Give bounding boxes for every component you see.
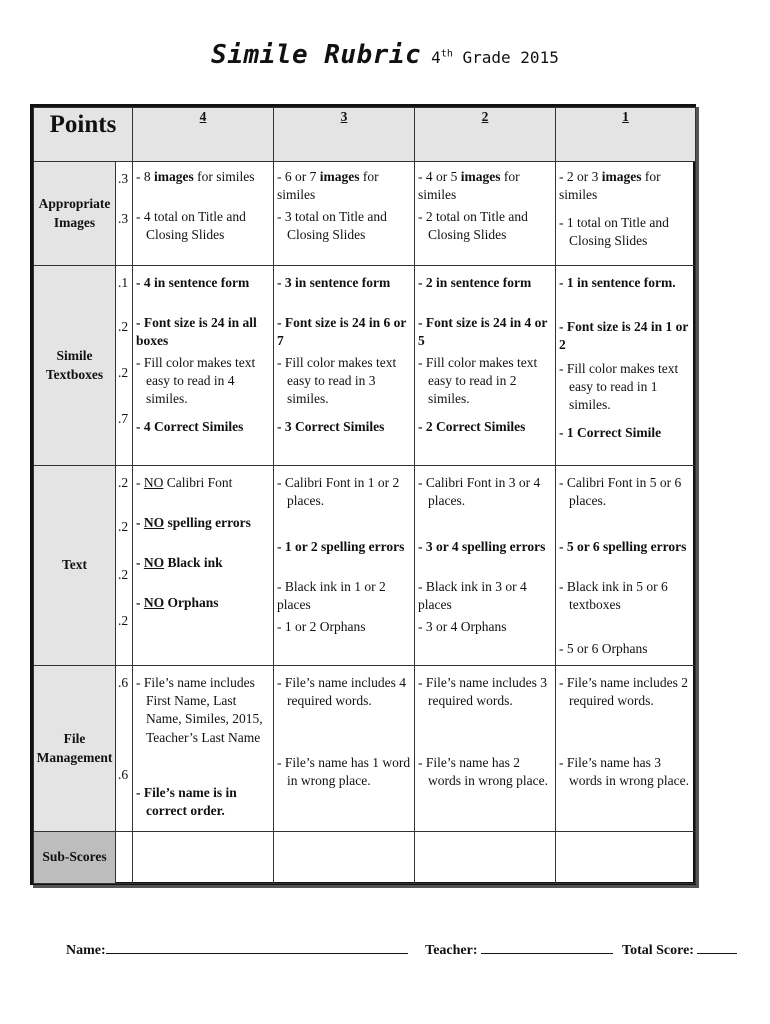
- header-score-1: 1: [556, 108, 696, 162]
- points-value: .6: [118, 675, 129, 690]
- cell-images-4: [133, 162, 274, 266]
- criterion-text: - 5 or 6 spelling errors: [559, 539, 687, 554]
- cell-textboxes-4: [133, 266, 274, 466]
- criterion-text: [559, 168, 692, 204]
- sub-score-cell-1[interactable]: [556, 832, 696, 884]
- row-sub-scores: [34, 832, 696, 884]
- cell-images-3: [274, 162, 415, 266]
- text-part: for similes: [277, 169, 379, 203]
- text-part: for similes: [193, 169, 255, 184]
- points-value: .3: [118, 211, 129, 226]
- criterion-text: - File’s name includes First Name, Last Name, Similes, 2015, Teacher’s Last Name: [136, 675, 263, 745]
- criterion-text: - 3 or 4 Orphans: [418, 619, 507, 634]
- cell-text-4: [133, 466, 274, 666]
- criterion-text: - 1 or 2 spelling errors: [277, 539, 405, 554]
- total-score-field-line[interactable]: [697, 940, 737, 954]
- criterion-text: - NO Calibri Font: [136, 475, 233, 490]
- cell-file-1: [556, 666, 696, 832]
- criterion-text: - Fill color makes text easy to read in 3 similes.: [277, 355, 397, 407]
- header-score-2: 2: [415, 108, 556, 162]
- grade-year: Grade 2015: [462, 48, 559, 67]
- text-bold: images: [319, 169, 360, 184]
- criterion-text: - Font size is 24 in 1 or 2: [559, 319, 689, 353]
- sub-score-cell-4[interactable]: [133, 832, 274, 884]
- cell-images-2: [415, 162, 556, 266]
- cell-textboxes-2: [415, 266, 556, 466]
- text-bold: images: [154, 169, 194, 184]
- row-text: [34, 466, 696, 666]
- criterion-text: - 2 total on Title and Closing Slides: [418, 209, 528, 243]
- text-bold: images: [601, 169, 642, 184]
- grade-suffix: th: [440, 48, 453, 60]
- criterion-text-label: Text: [34, 466, 116, 666]
- criterion-text: - Fill color makes text easy to read in 4 similes.: [136, 355, 256, 407]
- text-bold: images: [460, 169, 501, 184]
- criterion-text: [277, 168, 411, 204]
- criterion-label: Appropriate: [38, 196, 111, 212]
- criterion-text: [418, 168, 552, 204]
- criterion-label: File: [63, 731, 86, 747]
- criterion-text: - Fill color makes text easy to read in 1 similes.: [559, 361, 679, 413]
- criterion-text: - File’s name has 3 words in wrong place.: [559, 755, 689, 789]
- row-file-management: [34, 666, 696, 832]
- points-value: .2: [118, 567, 129, 582]
- title-grade: [431, 48, 559, 67]
- criterion-text: - 4 total on Title and Closing Slides: [136, 209, 246, 243]
- criterion-text: - 1 total on Title and Closing Slides: [559, 215, 669, 249]
- criterion-text: - 3 or 4 spelling errors: [418, 539, 546, 554]
- name-field-line[interactable]: [106, 940, 408, 954]
- criterion-text: - File’s name includes 2 required words.: [559, 675, 688, 709]
- criterion-text: - NO Black ink: [136, 555, 223, 570]
- row-simile-textboxes: [34, 266, 696, 466]
- points-value: .2: [118, 613, 129, 628]
- criterion-text: - 1 in sentence form.: [559, 275, 676, 290]
- criterion-text: - Calibri Font in 1 or 2 places.: [277, 475, 400, 509]
- criterion-text: - Black ink in 3 or 4 places: [418, 579, 527, 613]
- cell-file-2: [415, 666, 556, 832]
- title-main: Simile Rubric: [211, 40, 422, 70]
- cell-textboxes-3: [274, 266, 415, 466]
- text-part: - 2 or 3: [559, 169, 602, 184]
- criterion-label: Images: [53, 214, 96, 230]
- criterion-text: - File’s name is in correct order.: [136, 785, 237, 819]
- document-title: [0, 40, 770, 80]
- sub-score-points-cell: [116, 832, 133, 884]
- header-points: Points: [34, 108, 133, 162]
- text-part: - 8: [136, 169, 154, 184]
- criterion-text: - 5 or 6 Orphans: [559, 641, 648, 656]
- name-label: Name:: [66, 943, 106, 958]
- teacher-label: Teacher:: [425, 943, 478, 958]
- criterion-text: - File’s name includes 3 required words.: [418, 675, 547, 709]
- rubric-table: [33, 107, 696, 884]
- criterion-text: - 3 in sentence form: [277, 275, 391, 290]
- points-cell: [116, 266, 133, 466]
- cell-text-2: [415, 466, 556, 666]
- criterion-label: Simile: [56, 348, 93, 364]
- criterion-label: Management: [36, 749, 113, 765]
- points-cell: [116, 162, 133, 266]
- criterion-text: - Black ink in 5 or 6 textboxes: [559, 579, 668, 613]
- rubric-table-frame: [30, 104, 696, 885]
- cell-images-1: [556, 162, 696, 266]
- grade-number: 4: [431, 48, 441, 67]
- criterion-text: - File’s name has 1 word in wrong place.: [277, 755, 411, 789]
- criterion-text: - 4 Correct Similes: [136, 419, 244, 434]
- criterion-text: - 3 total on Title and Closing Slides: [277, 209, 387, 243]
- criterion-text: - File’s name has 2 words in wrong place.: [418, 755, 548, 789]
- header-row: [34, 108, 696, 162]
- total-score-label: Total Score:: [622, 943, 694, 958]
- criterion-text: - 1 or 2 Orphans: [277, 619, 366, 634]
- row-appropriate-images: [34, 162, 696, 266]
- criterion-text: - Font size is 24 in 4 or 5: [418, 315, 548, 349]
- points-value: .7: [118, 411, 129, 426]
- criterion-text: - NO spelling errors: [136, 515, 251, 530]
- cell-text-3: [274, 466, 415, 666]
- header-score-3: 3: [274, 108, 415, 162]
- sub-score-cell-2[interactable]: [415, 832, 556, 884]
- cell-file-4: [133, 666, 274, 832]
- criterion-text: - Calibri Font in 3 or 4 places.: [418, 475, 541, 509]
- criterion-text: - 2 Correct Similes: [418, 419, 526, 434]
- text-part: - 4 or 5: [418, 169, 461, 184]
- points-value: .1: [118, 275, 129, 290]
- criterion-text: - Font size is 24 in 6 or 7: [277, 315, 407, 349]
- criterion-text: - 1 Correct Simile: [559, 425, 662, 440]
- signature-footer: [66, 940, 716, 959]
- points-value: .2: [118, 365, 129, 380]
- criterion-simile-textboxes: [34, 266, 116, 466]
- criterion-label: Textboxes: [45, 366, 104, 382]
- points-value: .6: [118, 767, 129, 782]
- criterion-sub-scores: Sub-Scores: [34, 832, 116, 884]
- criterion-appropriate-images: [34, 162, 116, 266]
- criterion-text: - Calibri Font in 5 or 6 places.: [559, 475, 682, 509]
- sub-score-cell-3[interactable]: [274, 832, 415, 884]
- criterion-text: - 3 Correct Similes: [277, 419, 385, 434]
- text-part: for similes: [418, 169, 520, 203]
- points-cell: [116, 466, 133, 666]
- header-score-4: 4: [133, 108, 274, 162]
- cell-file-3: [274, 666, 415, 832]
- criterion-text: - Black ink in 1 or 2 places: [277, 579, 386, 613]
- criterion-text: - NO Orphans: [136, 595, 219, 610]
- criterion-file-management: [34, 666, 116, 832]
- cell-text-1: [556, 466, 696, 666]
- points-value: .2: [118, 519, 129, 534]
- cell-textboxes-1: [556, 266, 696, 466]
- points-cell: [116, 666, 133, 832]
- points-value: .3: [118, 171, 129, 186]
- text-part: for similes: [559, 169, 661, 203]
- text-part: - 6 or 7: [277, 169, 320, 184]
- points-value: .2: [118, 475, 129, 490]
- criterion-text: - 2 in sentence form: [418, 275, 532, 290]
- criterion-text: [136, 168, 270, 186]
- points-value: .2: [118, 319, 129, 334]
- criterion-text: - 4 in sentence form: [136, 275, 250, 290]
- criterion-text: - File’s name includes 4 required words.: [277, 675, 406, 709]
- criterion-text: - Font size is 24 in all boxes: [136, 315, 257, 349]
- criterion-text: - Fill color makes text easy to read in 2 similes.: [418, 355, 538, 407]
- teacher-field-line[interactable]: [481, 940, 613, 954]
